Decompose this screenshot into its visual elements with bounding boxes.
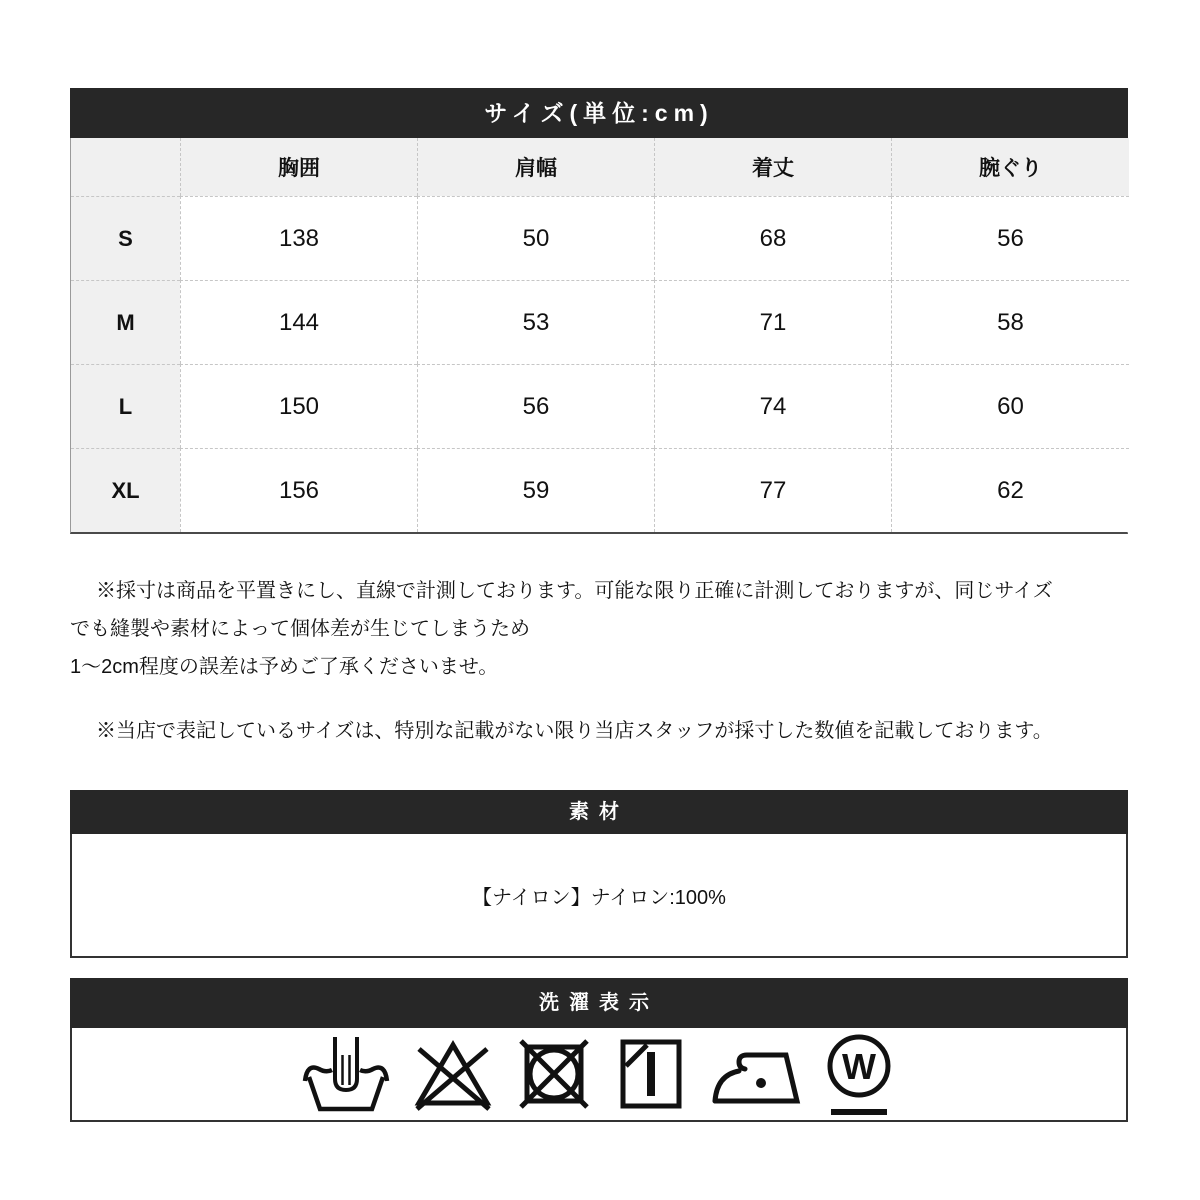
staff-measured-note-line: ※当店で表記しているサイズは、特別な記載がない限り当店スタッフが採寸した数値を記載しております。 [96, 720, 1053, 742]
size-value-cell: 156 [180, 448, 417, 532]
care-section [70, 978, 1128, 1122]
measurement-note-line: 1〜2cm程度の誤差は予めご了承くださいませ。 [70, 656, 499, 678]
material-body [70, 834, 1128, 958]
size-value-cell: 138 [180, 196, 417, 280]
size-value-cell: 71 [654, 280, 891, 364]
material-header: 素材 [70, 790, 1128, 834]
size-value-cell: 59 [417, 448, 654, 532]
size-value-cell: 56 [891, 196, 1129, 280]
do-not-bleach-icon [411, 1035, 495, 1113]
size-value-cell: 58 [891, 280, 1129, 364]
size-value-cell: 60 [891, 364, 1129, 448]
material-section [70, 790, 1128, 958]
size-row-label-s: S [71, 196, 180, 280]
size-value-cell: 77 [654, 448, 891, 532]
size-table-title: サイズ(単位:cm) [70, 88, 1128, 138]
svg-text:W: W [842, 1046, 876, 1087]
measurement-note-line: でも縫製や素材によって個体差が生じてしまうため [70, 618, 530, 640]
measurement-note [70, 572, 1140, 686]
material-content: 【ナイロン】ナイロン:100% [472, 886, 726, 909]
column-header-armhole: 腕ぐり [891, 138, 1129, 196]
hand-wash-icon [301, 1035, 391, 1113]
size-row-label-l: L [71, 364, 180, 448]
corner-cell [71, 138, 180, 196]
column-header-length: 着丈 [654, 138, 891, 196]
staff-measured-note [70, 712, 1140, 750]
size-value-cell: 50 [417, 196, 654, 280]
care-symbols-row [70, 1028, 1128, 1122]
size-row-label-xl: XL [71, 448, 180, 532]
do-not-tumble-dry-icon [515, 1035, 593, 1113]
size-value-cell: 150 [180, 364, 417, 448]
measurement-note-line: ※採寸は商品を平置きにし、直線で計測しております。可能な限り正確に計測しておりますが、同じサイズ [96, 580, 1053, 602]
size-value-cell: 56 [417, 364, 654, 448]
line-dry-in-shade-icon [613, 1036, 689, 1112]
column-header-chest: 胸囲 [180, 138, 417, 196]
size-value-cell: 144 [180, 280, 417, 364]
size-table-section [70, 88, 1128, 534]
size-value-cell: 68 [654, 196, 891, 280]
size-value-cell: 53 [417, 280, 654, 364]
size-row-label-m: M [71, 280, 180, 364]
size-value-cell: 74 [654, 364, 891, 448]
size-value-cell: 62 [891, 448, 1129, 532]
professional-wet-cleaning-icon [821, 1030, 897, 1118]
care-header: 洗濯表示 [70, 978, 1128, 1028]
column-header-shoulder: 肩幅 [417, 138, 654, 196]
iron-low-heat-icon [709, 1041, 801, 1107]
size-table [70, 138, 1128, 534]
